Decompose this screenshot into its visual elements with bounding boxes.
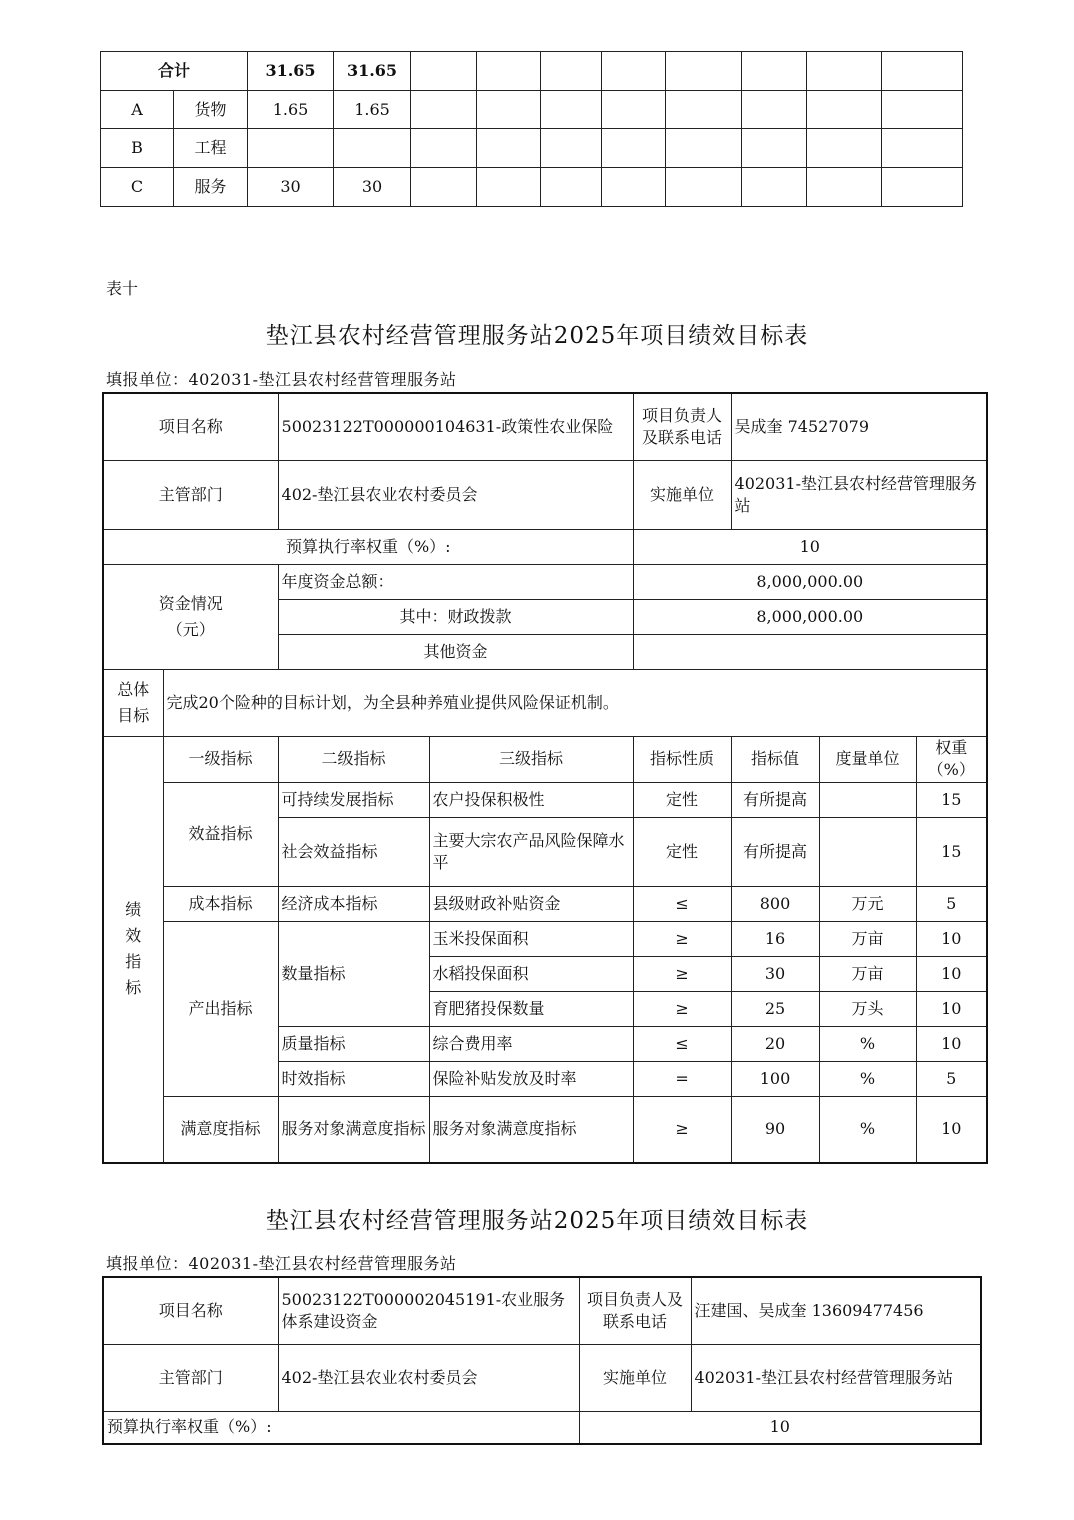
form2-row-budget xyxy=(103,1411,981,1444)
summary-code: C xyxy=(101,168,174,207)
summary-value: 1.65 xyxy=(248,91,334,129)
form1-header-unit: 度量单位 xyxy=(819,736,916,782)
indicator-value: 16 xyxy=(731,921,819,956)
form1-project-name: 50023122T000000104631-政策性农业保险 xyxy=(278,393,633,460)
form1-perf-label xyxy=(103,736,163,1163)
form1-budget-weight-label: 预算执行率权重（%）: xyxy=(103,529,633,564)
form1-row-dept xyxy=(103,460,987,529)
summary-value: 1.65 xyxy=(334,91,411,129)
indicator-weight: 15 xyxy=(916,817,987,886)
indicator-weight: 10 xyxy=(916,1026,987,1061)
summary-value xyxy=(248,129,334,168)
form1-fiscal-label: 其中：财政拨款 xyxy=(278,599,633,634)
form1-header-nature: 指标性质 xyxy=(633,736,731,782)
indicator-nature: 定性 xyxy=(633,817,731,886)
summary-value: 30 xyxy=(334,168,411,207)
form1-leader: 吴成奎 74527079 xyxy=(731,393,987,460)
summary-row xyxy=(101,129,963,168)
form1-other-label: 其他资金 xyxy=(278,634,633,669)
form1-leader-label: 项目负责人及联系电话 xyxy=(633,393,731,460)
summary-value: 30 xyxy=(248,168,334,207)
summary-total-value: 31.65 xyxy=(248,52,334,91)
summary-row xyxy=(101,168,963,207)
form1-annual-total-label: 年度资金总额： xyxy=(278,564,633,599)
form2-leader-label: 项目负责人及联系电话 xyxy=(579,1277,691,1344)
form1-row-headers xyxy=(103,736,987,782)
form1-header-level1: 一级指标 xyxy=(163,736,278,782)
summary-code: A xyxy=(101,91,174,129)
form1-cost-label: 成本指标 xyxy=(163,886,278,921)
indicator-l3: 水稻投保面积 xyxy=(429,956,633,991)
form1-header-weight-line1: 权重 xyxy=(935,738,968,757)
indicator-weight: 15 xyxy=(916,782,987,817)
form1-perf-char: 绩 xyxy=(125,900,142,920)
indicator-weight: 10 xyxy=(916,991,987,1026)
form1-project-name-label: 项目名称 xyxy=(103,393,278,460)
indicator-unit xyxy=(819,817,916,886)
indicator-unit: % xyxy=(819,1026,916,1061)
indicator-l3: 县级财政补贴资金 xyxy=(429,886,633,921)
table-caption: 表十 xyxy=(106,279,139,298)
form2-row-dept xyxy=(103,1344,981,1411)
form1-dept-label: 主管部门 xyxy=(103,460,278,529)
summary-table xyxy=(100,51,963,207)
indicator-l3: 玉米投保面积 xyxy=(429,921,633,956)
form1-header-level3: 三级指标 xyxy=(429,736,633,782)
summary-row xyxy=(101,91,963,129)
indicator-value: 30 xyxy=(731,956,819,991)
indicator-unit: % xyxy=(819,1096,916,1163)
indicator-l2: 数量指标 xyxy=(278,921,429,1026)
form1-row-goal xyxy=(103,669,987,736)
table-row xyxy=(103,782,987,817)
indicator-nature: ≤ xyxy=(633,1026,731,1061)
form1-perf-char: 指 xyxy=(125,952,142,972)
form1-goal-label-line2: 目标 xyxy=(117,705,150,725)
indicator-nature: ≤ xyxy=(633,886,731,921)
table-row xyxy=(103,921,987,956)
indicator-value: 90 xyxy=(731,1096,819,1163)
form1-row-project xyxy=(103,393,987,460)
indicator-nature: ≥ xyxy=(633,1096,731,1163)
form1-row-budget xyxy=(103,529,987,564)
form1-impl: 402031-垫江县农村经营管理服务站 xyxy=(731,460,987,529)
indicator-nature: ≥ xyxy=(633,921,731,956)
form1-budget-weight: 10 xyxy=(633,529,987,564)
form1-perf-char: 效 xyxy=(125,926,142,946)
indicator-weight: 5 xyxy=(916,1061,987,1096)
form1-header-weight xyxy=(916,736,987,782)
indicator-l2: 质量指标 xyxy=(278,1026,429,1061)
form1-annual-total: 8,000,000.00 xyxy=(633,564,987,599)
form1-title: 垫江县农村经营管理服务站2025年项目绩效目标表 xyxy=(265,323,809,349)
indicator-value: 20 xyxy=(731,1026,819,1061)
table-row xyxy=(103,886,987,921)
form1-satisfaction-label: 满意度指标 xyxy=(163,1096,278,1163)
indicator-weight: 5 xyxy=(916,886,987,921)
indicator-nature: ≥ xyxy=(633,956,731,991)
indicator-value: 25 xyxy=(731,991,819,1026)
summary-total-row xyxy=(101,52,963,91)
form2-leader: 汪建国、吴成奎 13609477456 xyxy=(691,1277,981,1344)
indicator-l3: 保险补贴发放及时率 xyxy=(429,1061,633,1096)
indicator-value: 800 xyxy=(731,886,819,921)
indicator-weight: 10 xyxy=(916,1096,987,1163)
form1-fund-label-line1: 资金情况 xyxy=(158,593,223,613)
form2-impl-label: 实施单位 xyxy=(579,1344,691,1411)
indicator-unit: 万头 xyxy=(819,991,916,1026)
summary-total-label: 合计 xyxy=(101,52,248,91)
form2-fill-unit: 填报单位：402031-垫江县农村经营管理服务站 xyxy=(106,1254,457,1273)
indicator-l3: 服务对象满意度指标 xyxy=(429,1096,633,1163)
form2-dept-label: 主管部门 xyxy=(103,1344,278,1411)
form1-goal-text: 完成20个险种的目标计划，为全县种养殖业提供风险保证机制。 xyxy=(163,669,987,736)
indicator-value: 100 xyxy=(731,1061,819,1096)
indicator-unit: % xyxy=(819,1061,916,1096)
indicator-l2: 可持续发展指标 xyxy=(278,782,429,817)
form1-benefit-label: 效益指标 xyxy=(163,782,278,886)
table-row xyxy=(103,1096,987,1163)
summary-name: 工程 xyxy=(174,129,248,168)
summary-code: B xyxy=(101,129,174,168)
indicator-unit: 万亩 xyxy=(819,921,916,956)
form2-impl: 402031-垫江县农村经营管理服务站 xyxy=(691,1344,981,1411)
indicator-nature: 定性 xyxy=(633,782,731,817)
indicator-l2: 社会效益指标 xyxy=(278,817,429,886)
form1-table xyxy=(102,392,988,1164)
indicator-unit: 万元 xyxy=(819,886,916,921)
form1-dept: 402-垫江县农业农村委员会 xyxy=(278,460,633,529)
summary-total-value: 31.65 xyxy=(334,52,411,91)
form2-budget-weight: 10 xyxy=(579,1411,981,1444)
form1-goal-label-line1: 总体 xyxy=(117,679,150,699)
indicator-unit xyxy=(819,782,916,817)
indicator-l2: 服务对象满意度指标 xyxy=(278,1096,429,1163)
form2-dept: 402-垫江县农业农村委员会 xyxy=(278,1344,579,1411)
form1-fund-label-line2: （元） xyxy=(166,619,215,639)
indicator-unit: 万亩 xyxy=(819,956,916,991)
summary-name: 服务 xyxy=(174,168,248,207)
indicator-weight: 10 xyxy=(916,921,987,956)
form2-title: 垫江县农村经营管理服务站2025年项目绩效目标表 xyxy=(265,1208,809,1234)
indicator-value: 有所提高 xyxy=(731,782,819,817)
indicator-l2: 经济成本指标 xyxy=(278,886,429,921)
summary-name: 货物 xyxy=(174,91,248,129)
form1-output-label: 产出指标 xyxy=(163,921,278,1096)
summary-value xyxy=(334,129,411,168)
form2-project-name-label: 项目名称 xyxy=(103,1277,278,1344)
indicator-l3: 综合费用率 xyxy=(429,1026,633,1061)
indicator-l3: 主要大宗农产品风险保障水平 xyxy=(429,817,633,886)
form1-fiscal: 8,000,000.00 xyxy=(633,599,987,634)
form1-fund-label xyxy=(103,564,278,669)
form1-row-fund-total xyxy=(103,564,987,599)
indicator-value: 有所提高 xyxy=(731,817,819,886)
form1-header-value: 指标值 xyxy=(731,736,819,782)
indicator-weight: 10 xyxy=(916,956,987,991)
form1-header-weight-line2: （%） xyxy=(927,760,975,779)
form1-fill-unit: 填报单位：402031-垫江县农村经营管理服务站 xyxy=(106,370,457,389)
form2-table xyxy=(102,1276,982,1445)
indicator-nature: = xyxy=(633,1061,731,1096)
form1-impl-label: 实施单位 xyxy=(633,460,731,529)
form1-goal-label xyxy=(103,669,163,736)
form2-project-name: 50023122T000002045191-农业服务体系建设资金 xyxy=(278,1277,579,1344)
indicator-l3: 育肥猪投保数量 xyxy=(429,991,633,1026)
form1-perf-char: 标 xyxy=(125,978,142,998)
form1-header-level2: 二级指标 xyxy=(278,736,429,782)
indicator-l2: 时效指标 xyxy=(278,1061,429,1096)
form1-other xyxy=(633,634,987,669)
indicator-nature: ≥ xyxy=(633,991,731,1026)
form2-row-project xyxy=(103,1277,981,1344)
form2-budget-weight-label: 预算执行率权重（%）: xyxy=(103,1411,579,1444)
indicator-l3: 农户投保积极性 xyxy=(429,782,633,817)
